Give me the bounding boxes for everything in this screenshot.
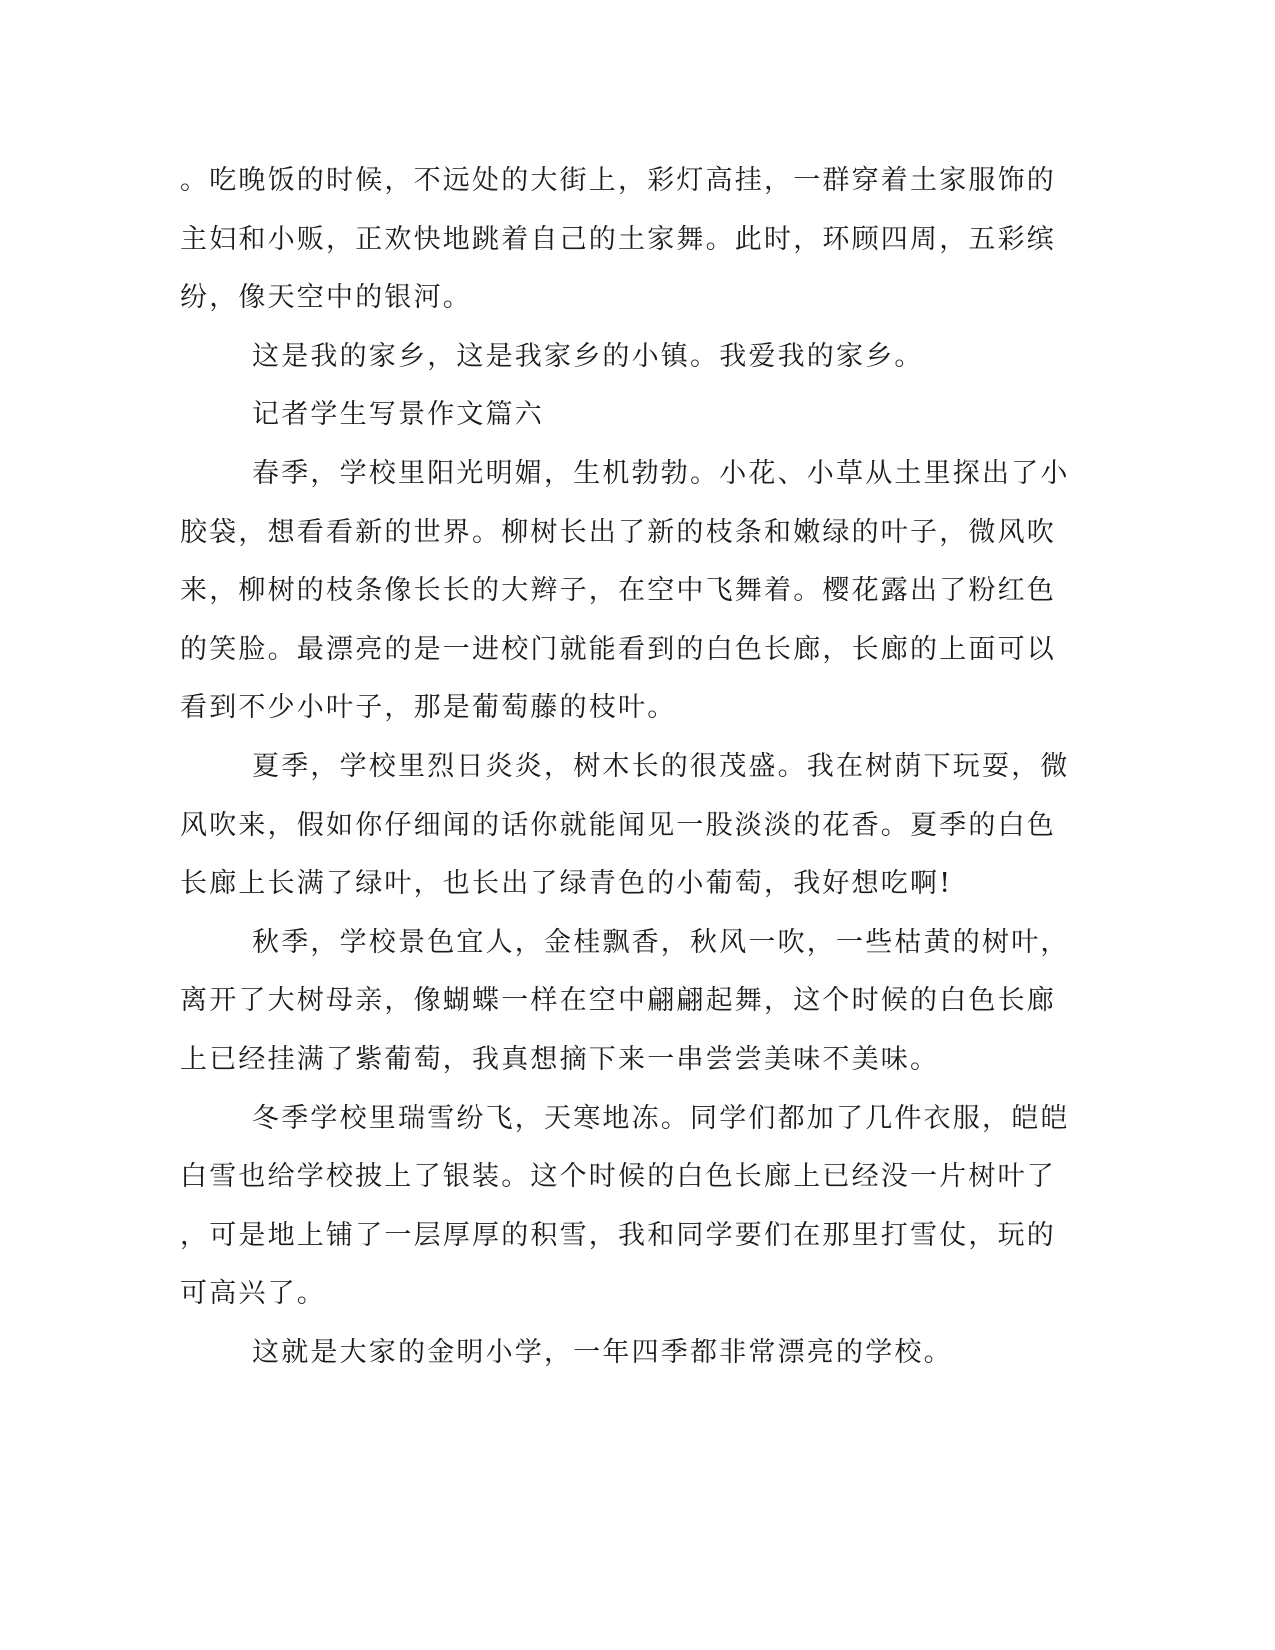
text-line-8: 来，柳树的枝条像长长的大辫子，在空中飞舞着。樱花露出了粉红色	[180, 575, 1056, 607]
paragraph-winter-start: 冬季学校里瑞雪纷飞，天寒地冻。同学们都加了几件衣服，皑皑	[252, 1102, 1070, 1134]
section-heading: 记者学生写景作文篇六	[252, 399, 544, 431]
text-line-1: 。吃晚饭的时候，不远处的大街上，彩灯高挂，一群穿着土家服饰的	[180, 165, 1056, 196]
text-line-7: 胶袋，想看看新的世界。柳树长出了新的枝条和嫩绿的叶子，微风吹	[180, 516, 1056, 548]
text-line-10: 看到不少小叶子，那是葡萄藤的枝叶。	[180, 692, 677, 724]
text-line-16: 上已经挂满了紫葡萄，我真想摘下来一串尝尝美味不美味。	[180, 1043, 940, 1075]
text-line-9: 的笑脸。最漂亮的是一进校门就能看到的白色长廊，长廊的上面可以	[180, 633, 1056, 665]
paragraph-conclusion: 这就是大家的金明小学，一年四季都非常漂亮的学校。	[252, 1336, 953, 1368]
paragraph-hometown-closing: 这是我的家乡，这是我家乡的小镇。我爱我的家乡。	[252, 340, 924, 372]
text-line-15: 离开了大树母亲，像蝴蝶一样在空中翩翩起舞，这个时候的白色长廊	[180, 985, 1056, 1017]
text-line-19: ，可是地上铺了一层厚厚的积雪，我和同学要们在那里打雪仗，玩的	[180, 1219, 1056, 1251]
text-line-3: 纷，像天空中的银河。	[180, 282, 472, 314]
paragraph-spring-start: 春季，学校里阳光明媚，生机勃勃。小花、小草从土里探出了小	[252, 457, 1070, 489]
text-line-2: 主妇和小贩，正欢快地跳着自己的土家舞。此时，环顾四周，五彩缤	[180, 223, 1056, 255]
paragraph-autumn-start: 秋季，学校景色宜人，金桂飘香，秋风一吹，一些枯黄的树叶，	[252, 926, 1070, 958]
paragraph-summer-start: 夏季，学校里烈日炎炎，树木长的很茂盛。我在树荫下玩耍，微	[252, 750, 1070, 782]
document-page	[180, 152, 1070, 1382]
text-line-13: 长廊上长满了绿叶，也长出了绿青色的小葡萄，我好想吃啊!	[180, 868, 953, 900]
text-line-20: 可高兴了。	[180, 1278, 326, 1310]
text-line-18: 白雪也给学校披上了银装。这个时候的白色长廊上已经没一片树叶了	[180, 1161, 1056, 1193]
text-line-12: 风吹来，假如你仔细闻的话你就能闻见一股淡淡的花香。夏季的白色	[180, 809, 1056, 841]
